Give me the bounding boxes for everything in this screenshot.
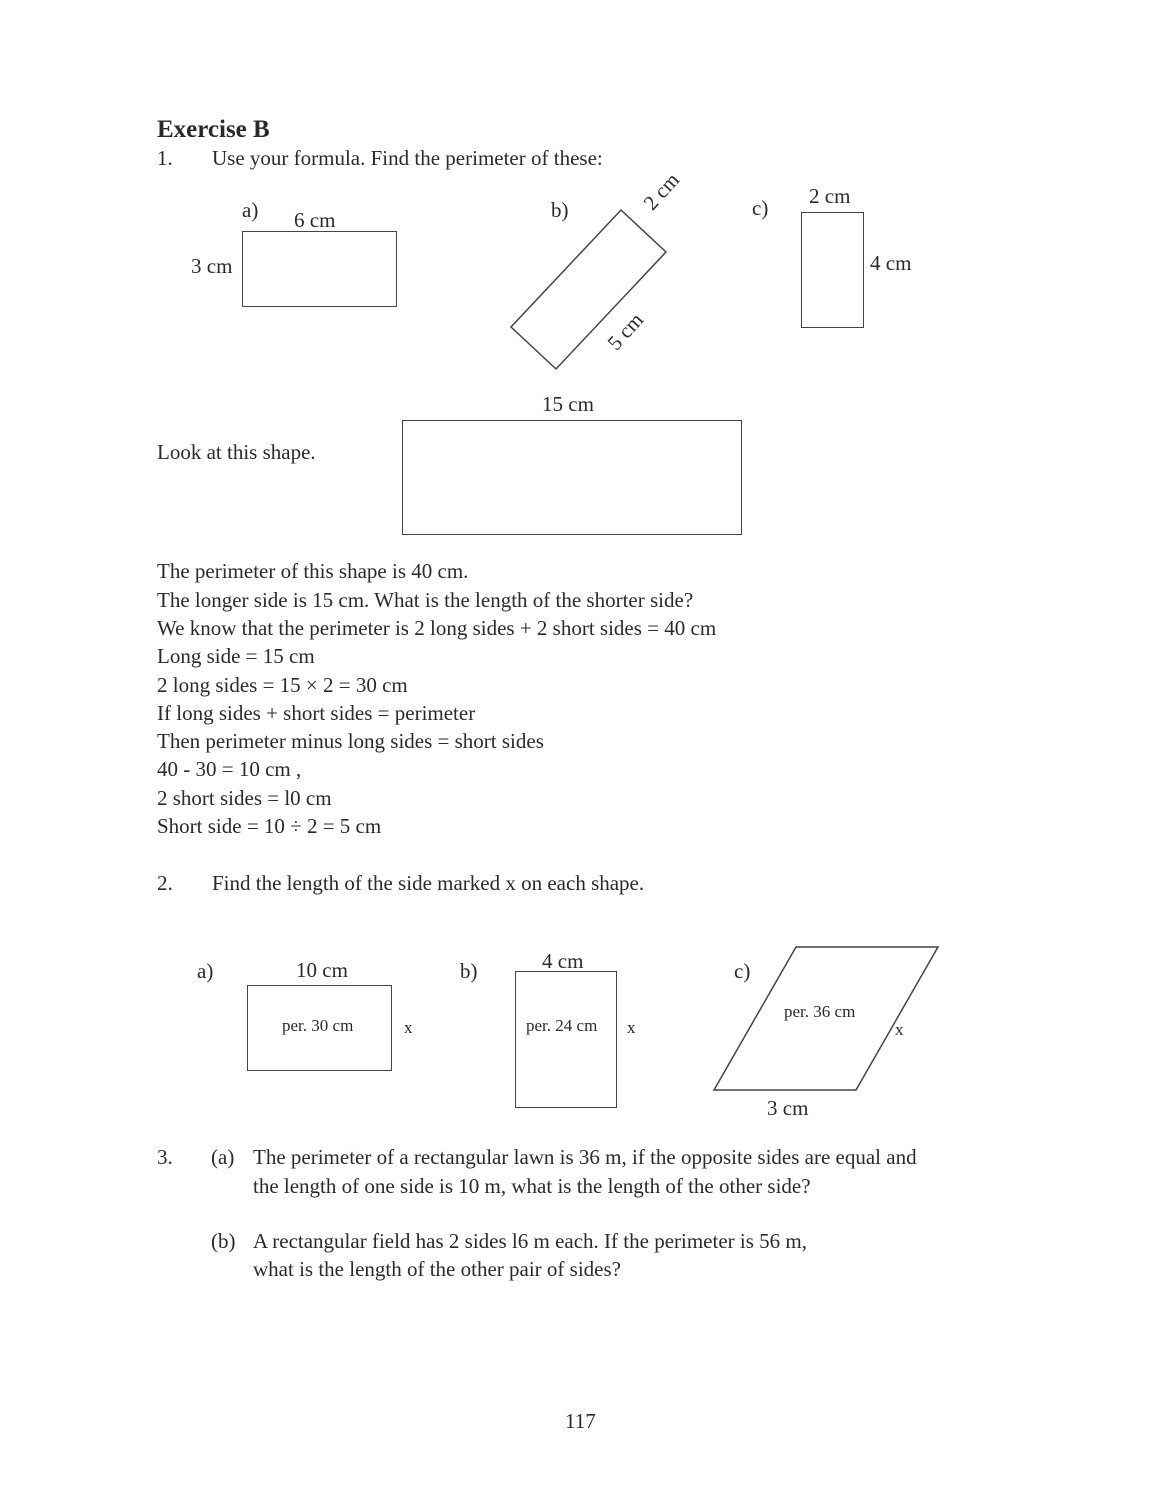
q1-number: 1. [157, 146, 173, 170]
example-line: Short side = 10 ÷ 2 = 5 cm [157, 814, 382, 838]
q1c-rectangle [801, 212, 864, 328]
example-line: 2 long sides = 15 × 2 = 30 cm [157, 673, 408, 697]
example-line: 2 short sides = l0 cm [157, 786, 332, 810]
example-intro: Look at this shape. [157, 440, 316, 464]
q3a-line2: the length of one side is 10 m, what is the length of the other side? [253, 1174, 811, 1198]
q3a-label: (a) [211, 1145, 235, 1169]
q1a-rectangle [242, 231, 397, 307]
q1a-top-label: 6 cm [294, 208, 336, 232]
q2b-x-label: x [627, 1018, 636, 1037]
q1a-label: a) [242, 198, 259, 222]
q1a-side-label: 3 cm [191, 254, 233, 278]
q3b-line1: A rectangular field has 2 sides l6 m each. If the perimeter is 56 m, [253, 1229, 807, 1253]
example-line: Long side = 15 cm [157, 644, 315, 668]
q2b-perimeter-label: per. 24 cm [526, 1016, 598, 1035]
q2c-x-label: x [895, 1020, 904, 1039]
q2-number: 2. [157, 871, 173, 895]
example-line: We know that the perimeter is 2 long sides + 2 short sides = 40 cm [157, 616, 717, 640]
q2b-label: b) [460, 959, 478, 983]
q2c-label: c) [734, 959, 751, 983]
q2c-bottom-label: 3 cm [767, 1096, 809, 1120]
q3b-label: (b) [211, 1229, 236, 1253]
q1b-short-label: 2 cm [638, 167, 685, 215]
example-line: The perimeter of this shape is 40 cm. [157, 559, 469, 583]
exercise-title: Exercise B [157, 116, 270, 143]
q2a-x-label: x [404, 1018, 413, 1037]
example-rectangle [402, 420, 742, 535]
q1b-long-label: 5 cm [602, 307, 649, 355]
example-line: If long sides + short sides = perimeter [157, 701, 476, 725]
q2a-label: a) [197, 959, 214, 983]
q3a-line1: The perimeter of a rectangular lawn is 36 m, if the opposite sides are equal and [253, 1145, 917, 1169]
q1c-label: c) [752, 196, 769, 220]
q1c-side-label: 4 cm [870, 251, 912, 275]
example-line: The longer side is 15 cm. What is the length of the shorter side? [157, 588, 694, 612]
q2a-perimeter-label: per. 30 cm [282, 1016, 354, 1035]
q3-number: 3. [157, 1145, 173, 1169]
q3b-line2: what is the length of the other pair of sides? [253, 1257, 621, 1281]
q2a-top-label: 10 cm [296, 958, 348, 982]
q1b-label: b) [551, 198, 569, 222]
q2b-rectangle [515, 971, 617, 1108]
q1-instruction: Use your formula. Find the perimeter of these: [212, 146, 603, 170]
q1c-top-label: 2 cm [809, 184, 851, 208]
q2c-perimeter-label: per. 36 cm [784, 1002, 856, 1021]
example-line: 40 - 30 = 10 cm , [157, 757, 302, 781]
q1b-tilted-rectangle [505, 205, 675, 375]
q2b-top-label: 4 cm [542, 949, 584, 973]
example-line: Then perimeter minus long sides = short sides [157, 729, 544, 753]
page-number: 117 [565, 1409, 596, 1433]
example-top-label: 15 cm [542, 392, 594, 416]
q2-instruction: Find the length of the side marked x on each shape. [212, 871, 645, 895]
